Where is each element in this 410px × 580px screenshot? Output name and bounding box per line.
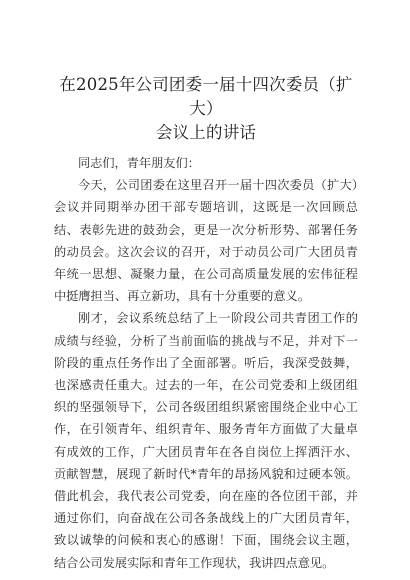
paragraph-opening: 今天，公司团委在这里召开一届十四次委员（扩大）会议并同期举办团干部专题培训，这既是一次回顾总结、表彰先进的鼓劲会，更是一次分析形势、部署任务的动员会。这次会议的召开，对于动员公司广大团员青年统一思想、凝聚力量，在公司高质量发展的宏伟征程中挺膺担当、再立新功，具有十分重要的意义。 <box>54 178 358 304</box>
document-body <box>54 152 358 574</box>
title-line-1: 在2025年公司团委一届十四次委员（扩大） <box>59 75 353 118</box>
document-title <box>54 73 358 145</box>
paragraph-review: 刚才，会议系统总结了上一阶段公司共青团工作的成绩与经验，分析了当前面临的挑战与不足，并对下一阶段的重点任务作出了全面部署。听后，我深受鼓舞，也深感责任重大。过去的一年，在公司党委和上级团组织的坚强领导下，公司各级团组织紧密围绕企业中心工作，在引领青年、组织青年、服务青年方面做了大量卓有成效的工作，广大团员青年在各自岗位上挥洒汗水、贡献智慧，展现了新时代*青年的昂扬风貌和过硬本领。借此机会，我代表公司党委，向在座的各位团干部，并通过你们，向奋战在公司各条战线上的广大团员青年，致以诚挚的问候和衷心的感谢！下面，围绕会议主题，结合公司发展实际和青年工作现状，我讲四点意见。 <box>54 311 358 570</box>
title-line-2: 会议上的讲话 <box>155 123 257 142</box>
salutation: 同志们，青年朋友们： <box>78 156 200 170</box>
